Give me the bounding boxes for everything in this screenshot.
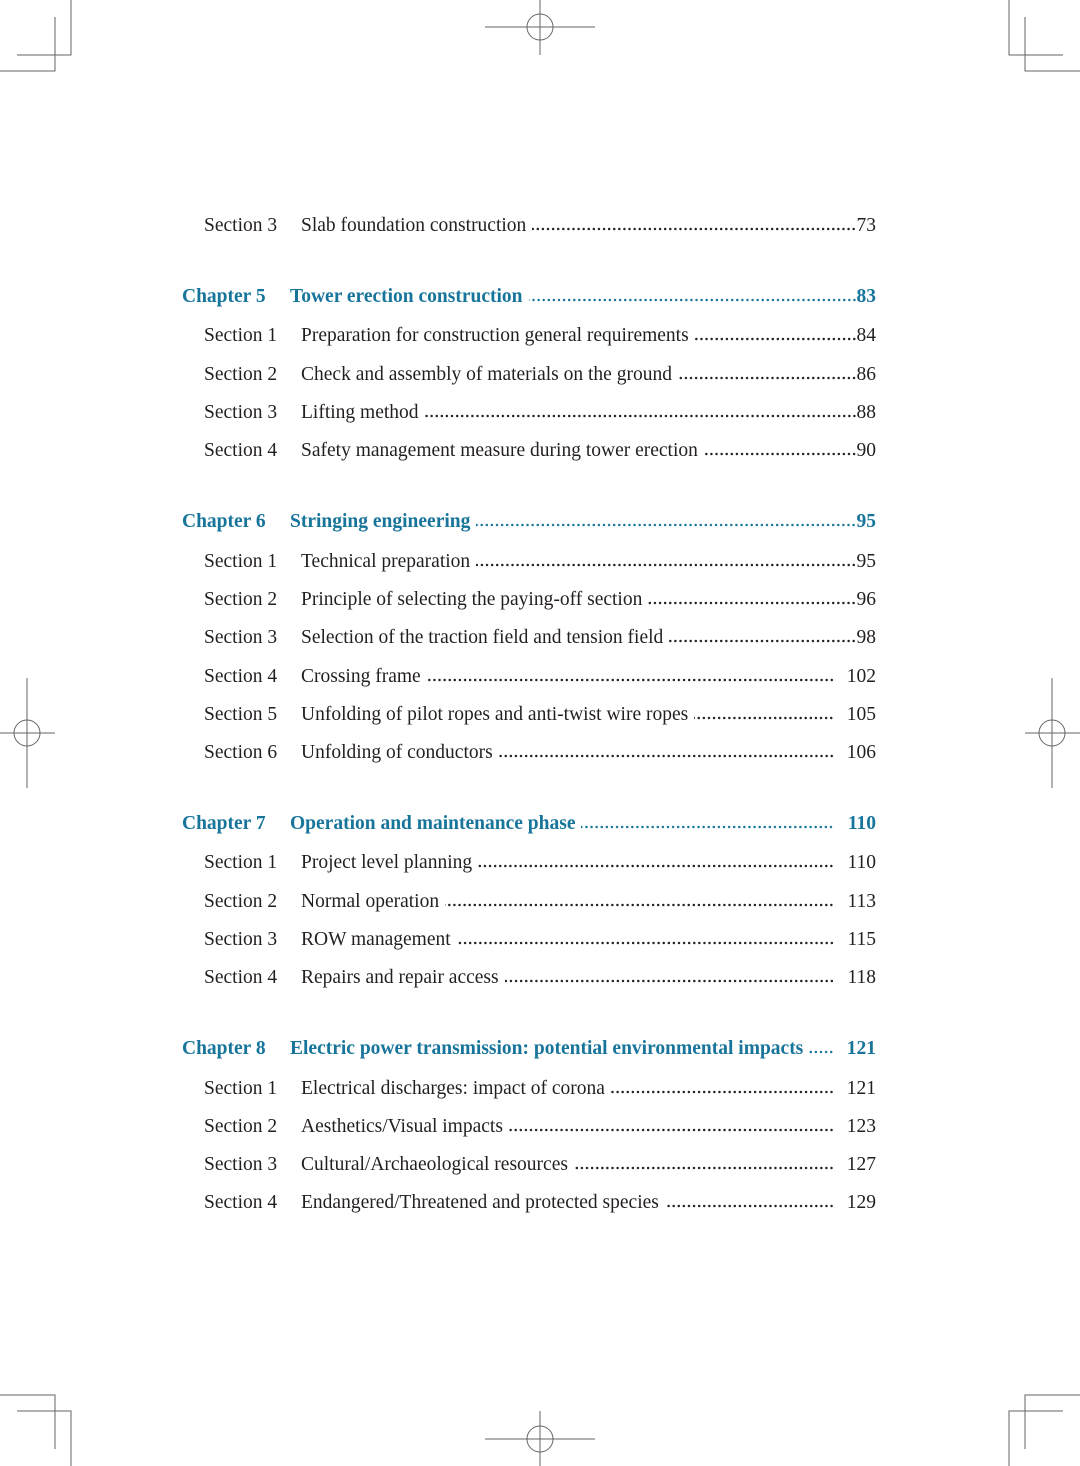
page-number: 90 xyxy=(856,440,876,462)
entry-label: Section 4 xyxy=(204,1192,278,1214)
entry-title: Normal operation xyxy=(301,890,440,912)
entry-title: Stringing engineering xyxy=(290,510,471,532)
entry-label: Section 3 xyxy=(204,627,278,649)
page-number: 95 xyxy=(856,510,876,532)
toc-section-entry[interactable] xyxy=(182,921,876,959)
page-number: 110 xyxy=(847,812,876,834)
entry-title: Electric power transmission: potential environmental impacts xyxy=(290,1037,804,1059)
toc-section-entry[interactable] xyxy=(182,1184,876,1222)
leader-dots xyxy=(499,754,834,758)
toc-section-entry[interactable] xyxy=(182,542,876,580)
toc-section-entry[interactable] xyxy=(182,317,876,355)
entry-label: Section 1 xyxy=(204,1077,278,1099)
registration-mark-top xyxy=(485,0,595,55)
leader-dots xyxy=(704,452,857,456)
entry-label: Section 2 xyxy=(204,363,278,385)
page-number: 102 xyxy=(846,665,876,687)
entry-title: Selection of the traction field and tension field xyxy=(301,627,664,649)
entry-title: Principle of selecting the paying-off section xyxy=(301,588,643,610)
entry-label: Section 1 xyxy=(204,325,278,347)
entry-title: Preparation for construction general requirements xyxy=(301,325,689,347)
entry-label: Section 2 xyxy=(204,1115,278,1137)
toc-section-entry[interactable] xyxy=(182,356,876,394)
entry-label: Section 2 xyxy=(204,890,278,912)
entry-title: Safety management measure during tower erection xyxy=(301,440,698,462)
leader-dots xyxy=(529,298,857,302)
toc-chapter-entry[interactable] xyxy=(182,1028,876,1069)
entry-title: Technical preparation xyxy=(301,550,471,572)
leader-dots xyxy=(678,376,857,380)
page-number: 123 xyxy=(846,1115,876,1137)
entry-title: Endangered/Threatened and protected species xyxy=(301,1192,659,1214)
entry-title: Electrical discharges: impact of corona xyxy=(301,1077,605,1099)
crop-mark-top-right xyxy=(1009,0,1080,71)
leader-dots xyxy=(532,227,856,231)
page-number: 115 xyxy=(847,929,876,950)
leader-dots xyxy=(445,903,834,907)
entry-label: Section 4 xyxy=(204,440,278,462)
page-number: 118 xyxy=(847,967,876,989)
entry-title: Unfolding of conductors xyxy=(301,742,493,764)
crop-mark-bottom-right xyxy=(1009,1395,1080,1466)
entry-label: Section 4 xyxy=(204,665,278,687)
entry-label: Section 2 xyxy=(204,588,278,610)
entry-title: Aesthetics/Visual impacts xyxy=(301,1115,503,1137)
leader-dots xyxy=(505,979,834,983)
page-number: 106 xyxy=(846,742,876,764)
leader-dots xyxy=(425,414,857,418)
page-number: 84 xyxy=(856,325,876,347)
entry-title: Cultural/Archaeological resources xyxy=(301,1154,568,1176)
leader-dots xyxy=(695,337,857,341)
registration-mark-left xyxy=(0,678,55,788)
entry-title: Lifting method xyxy=(301,402,419,424)
registration-mark-right xyxy=(1025,678,1080,788)
toc-section-entry[interactable] xyxy=(182,1108,876,1146)
entry-title: Slab foundation construction xyxy=(301,215,527,237)
toc-section-entry[interactable] xyxy=(182,207,876,245)
leader-dots xyxy=(694,716,834,720)
page-number: 88 xyxy=(856,402,876,424)
leader-dots xyxy=(427,678,834,682)
toc-section-entry[interactable] xyxy=(182,696,876,734)
entry-label: Section 4 xyxy=(204,967,278,989)
entry-label: Section 1 xyxy=(204,852,278,874)
toc-section-entry[interactable] xyxy=(182,432,876,470)
page-number: 73 xyxy=(856,215,876,237)
toc-section-entry[interactable] xyxy=(182,657,876,695)
page-number: 121 xyxy=(846,1037,876,1059)
toc-section-entry[interactable] xyxy=(182,959,876,997)
page-number: 98 xyxy=(856,627,876,649)
table-of-contents xyxy=(182,207,876,1223)
toc-chapter-entry[interactable] xyxy=(182,803,876,844)
leader-dots xyxy=(574,1166,834,1170)
leader-dots xyxy=(669,639,856,643)
crop-mark-bottom-left xyxy=(0,1395,71,1466)
toc-chapter-entry[interactable] xyxy=(182,501,876,542)
entry-label: Section 3 xyxy=(204,1154,278,1176)
registration-mark-bottom xyxy=(485,1411,595,1466)
leader-dots xyxy=(457,941,834,945)
leader-dots xyxy=(476,523,856,527)
toc-section-entry[interactable] xyxy=(182,1146,876,1184)
entry-title: Repairs and repair access xyxy=(301,967,499,989)
entry-label: Section 3 xyxy=(204,402,278,424)
page-number: 96 xyxy=(856,588,876,610)
page-number: 129 xyxy=(846,1192,876,1214)
entry-label: Section 3 xyxy=(204,929,278,950)
toc-section-entry[interactable] xyxy=(182,844,876,882)
toc-section-entry[interactable] xyxy=(182,734,876,772)
leader-dots xyxy=(665,1204,834,1208)
entry-title: Operation and maintenance phase xyxy=(290,812,576,834)
page-number: 121 xyxy=(846,1077,876,1099)
entry-label: Section 1 xyxy=(204,550,278,572)
leader-dots xyxy=(611,1090,834,1094)
entry-label: Chapter 7 xyxy=(182,812,266,834)
page-number: 127 xyxy=(846,1154,876,1176)
page-number: 86 xyxy=(856,363,876,385)
leader-dots xyxy=(581,825,834,829)
entry-label: Section 3 xyxy=(204,215,278,237)
entry-label: Chapter 5 xyxy=(182,285,266,307)
toc-section-entry[interactable] xyxy=(182,1069,876,1107)
leader-dots xyxy=(809,1050,834,1054)
page-number: 95 xyxy=(856,550,876,572)
entry-label: Section 6 xyxy=(204,742,278,764)
crop-mark-top-left xyxy=(0,0,71,71)
page-number: 83 xyxy=(856,285,876,307)
entry-title: Project level planning xyxy=(301,852,473,874)
leader-dots xyxy=(476,563,856,567)
leader-dots xyxy=(478,864,834,868)
entry-title: Tower erection construction xyxy=(290,285,523,307)
toc-section-entry[interactable] xyxy=(182,619,876,657)
page-number: 113 xyxy=(847,890,876,912)
entry-label: Chapter 8 xyxy=(182,1037,266,1059)
entry-label: Chapter 6 xyxy=(182,510,266,532)
toc-section-entry[interactable] xyxy=(182,883,876,921)
leader-dots xyxy=(648,601,856,605)
entry-title: Crossing frame xyxy=(301,665,421,687)
toc-chapter-entry[interactable] xyxy=(182,276,876,317)
page-number: 110 xyxy=(847,852,876,874)
entry-title: Unfolding of pilot ropes and anti-twist wire ropes xyxy=(301,703,689,725)
entry-title: Check and assembly of materials on the ground xyxy=(301,363,672,385)
entry-title: ROW management xyxy=(301,929,451,950)
toc-section-entry[interactable] xyxy=(182,581,876,619)
entry-label: Section 5 xyxy=(204,703,278,725)
toc-section-entry[interactable] xyxy=(182,394,876,432)
page-number: 105 xyxy=(846,703,876,725)
leader-dots xyxy=(509,1128,834,1132)
